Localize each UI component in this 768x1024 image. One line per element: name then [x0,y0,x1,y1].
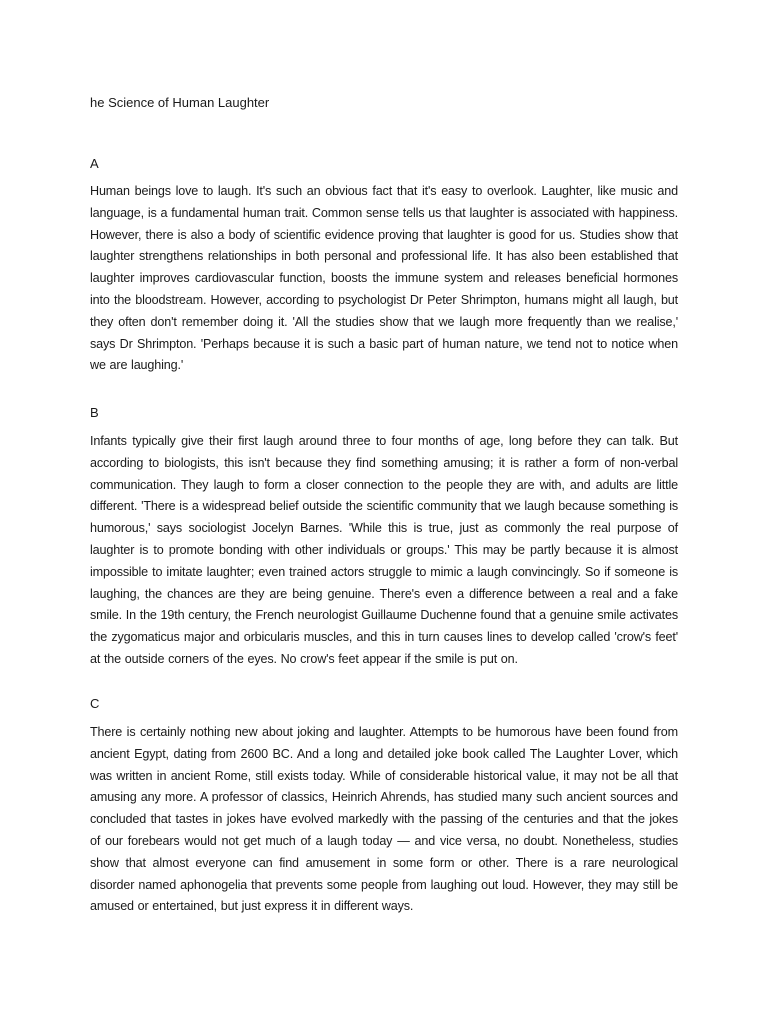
document-page [90,0,680,1024]
section-a-paragraph: Human beings love to laugh. It's such an obvious fact that it's easy to overlook. Laughter, like music and language, is a fundamental human trait. Common sense tells us that laughter is associated with happiness. However, there is also a body of scientific evidence proving that laughter is good for us. Studies show that laughter strengthens relationships in both personal and professional life. It has also been established that laughter improves cardiovascular function, boosts the immune system and releases beneficial hormones into the bloodstream. However, according to psychologist Dr Peter Shrimpton, humans might all laugh, but they often don't remember doing it. 'All the studies show that we laugh more frequently than we realise,' says Dr Shrimpton. 'Perhaps because it is such a basic part of human nature, we tend not to notice when we are laughing.' [90,184,678,373]
section-b-heading: B [90,405,99,420]
section-c-heading: C [90,696,100,711]
section-c-paragraph: There is certainly nothing new about joking and laughter. Attempts to be humorous have been found from ancient Egypt, dating from 2600 BC. And a long and detailed joke book called The Laughter Lover, which was written in ancient Rome, still exists today. While of considerable historical value, it may not be all that amusing any more. A professor of classics, Heinrich Ahrends, has studied many such ancient sources and concluded that tastes in jokes have evolved markedly with the passing of the centuries and that the jokes of our forebears would not get much of a laugh today — and vice versa, no doubt. Nonetheless, studies show that almost everyone can find amusement in some form or other. There is a rare neurological disorder named aphonogelia that prevents some people from laughing out loud. However, they may still be amused or entertained, but just express it in different ways. [90,725,678,914]
section-b-paragraph: Infants typically give their first laugh around three to four months of age, long before they can talk. But according to biologists, this isn't because they find something amusing; it is rather a form of non-verbal communication. They laugh to form a closer connection to the people they are with, and adults are little different. 'There is a widespread belief outside the scientific community that we laugh because something is humorous,' says sociologist Jocelyn Barnes. 'While this is true, just as commonly the real purpose of laughter is to promote bonding with other individuals or groups.' This may be partly because it is almost impossible to imitate laughter; even trained actors struggle to mimic a laugh convincingly. So if someone is laughing, the chances are they are being genuine. There's even a difference between a real and a fake smile. In the 19th century, the French neurologist Guillaume Duchenne found that a genuine smile activates the zygomaticus major and orbicularis muscles, and this in turn causes lines to develop called 'crow's feet' at the outside corners of the eyes. No crow's feet appear if the smile is put on. [90,434,678,666]
section-a-heading: A [90,156,99,171]
document-title: he Science of Human Laughter [90,95,270,110]
